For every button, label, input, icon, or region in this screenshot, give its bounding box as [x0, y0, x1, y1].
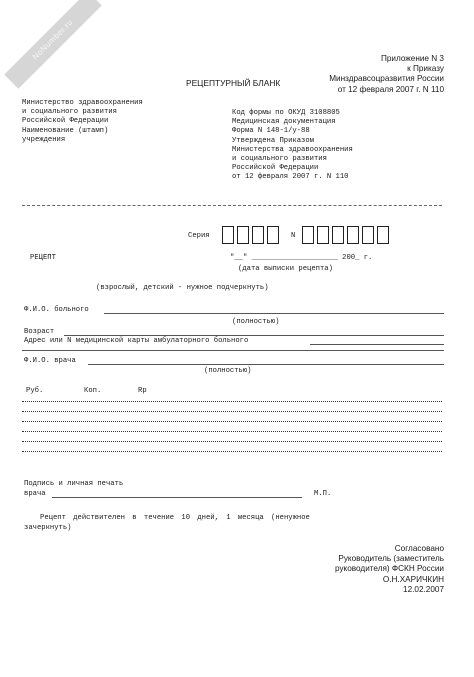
ministry-line-2: и социального развития [22, 108, 117, 117]
ministry-line-1: Министерство здравоохранения [22, 99, 143, 107]
prescription-row [22, 411, 442, 412]
prescription-row [22, 401, 442, 402]
number-digit-box [302, 226, 314, 244]
kop-label: Коп. [84, 387, 102, 395]
issue-date-caption: (дата выписки рецепта) [238, 265, 333, 273]
attachment-header [329, 54, 444, 95]
issue-date-line: "__" ____________________ 200_ г. [230, 254, 373, 262]
prescription-row [22, 431, 442, 432]
patient-name-label: Ф.И.О. больного [24, 306, 89, 314]
signature-label: Подпись и личная печать [24, 480, 124, 488]
series-digit-box [222, 226, 234, 244]
rp-label: Rp [138, 387, 147, 395]
form-code-line-1: Код формы по ОКУД 3108805 [232, 109, 340, 117]
number-digit-box [332, 226, 344, 244]
validity-text: Рецепт действителен в течение 10 дней, 1 месяца (ненужное [40, 514, 310, 522]
validity-text-2: зачеркнуть) [24, 524, 72, 532]
form-code-line-5: Министерства здравоохранения [232, 145, 353, 154]
ministry-line-5: учреждения [22, 135, 66, 144]
series-digit-box [267, 226, 279, 244]
age-group-note: (взрослый, детский - нужное подчеркнуть) [96, 284, 269, 292]
number-digit-box [347, 226, 359, 244]
form-code-block [232, 109, 353, 183]
patient-name-caption: (полностью) [232, 318, 280, 326]
attachment-line-1: Приложение N 3 [380, 54, 444, 63]
ministry-line-4: Наименование (штамп) [22, 126, 109, 135]
approval-line-3: руководителя) ФСКН России [335, 564, 444, 574]
doctor-name-label: Ф.И.О. врача [24, 357, 76, 365]
signature-label-2: врача [24, 490, 46, 498]
rub-label: Руб. [26, 387, 44, 395]
header-divider [22, 205, 442, 206]
attachment-line-4: от 12 февраля 2007 г. N 110 [337, 84, 444, 94]
address-line-2 [22, 350, 444, 351]
form-code-line-2: Медицинская документация [232, 118, 336, 127]
number-digit-box [317, 226, 329, 244]
form-code-line-7: Российской Федерации [232, 164, 319, 173]
number-digit-box [377, 226, 389, 244]
form-code-line-3: Форма N 148-1/у-88 [232, 127, 310, 136]
form-code-line-8: от 12 февраля 2007 г. N 110 [232, 173, 349, 182]
approval-line-2: Руководитель (заместитель [338, 554, 444, 564]
form-code-line-6: и социального развития [232, 155, 327, 164]
approval-line-5: 12.02.2007 [403, 584, 444, 594]
approval-block [335, 544, 444, 595]
form-title: РЕЦЕПТУРНЫЙ БЛАНК [186, 78, 281, 88]
ministry-block [22, 99, 143, 145]
patient-name-line [104, 313, 444, 314]
seal-label: М.П. [314, 490, 332, 498]
approval-line-1: Согласовано [394, 544, 444, 553]
age-line [64, 335, 444, 336]
doctor-name-caption: (полностью) [204, 367, 252, 375]
series-label: Серия [188, 232, 210, 240]
series-digit-box [252, 226, 264, 244]
prescription-row [22, 421, 442, 422]
form-code-line-4: Утверждена Приказом [232, 136, 314, 145]
watermark: NoNumber.ru [4, 0, 102, 89]
prescription-row [22, 451, 442, 452]
approval-line-4: О.Н.ХАРИЧКИН [382, 574, 444, 584]
address-label: Адрес или N медицинской карты амбулаторного больного [24, 337, 249, 345]
series-digit-box [237, 226, 249, 244]
number-label: N [291, 232, 296, 240]
age-label: Возраст [24, 328, 55, 336]
recipe-label: РЕЦЕПТ [30, 254, 56, 262]
ministry-line-3: Российской Федерации [22, 117, 109, 126]
attachment-line-2: к Приказу [407, 64, 444, 74]
number-digit-box [362, 226, 374, 244]
address-line [310, 344, 444, 345]
signature-line [52, 497, 302, 498]
attachment-line-3: Минздравсоцразвития России [329, 74, 444, 84]
doctor-name-line [88, 364, 444, 365]
prescription-row [22, 441, 442, 442]
